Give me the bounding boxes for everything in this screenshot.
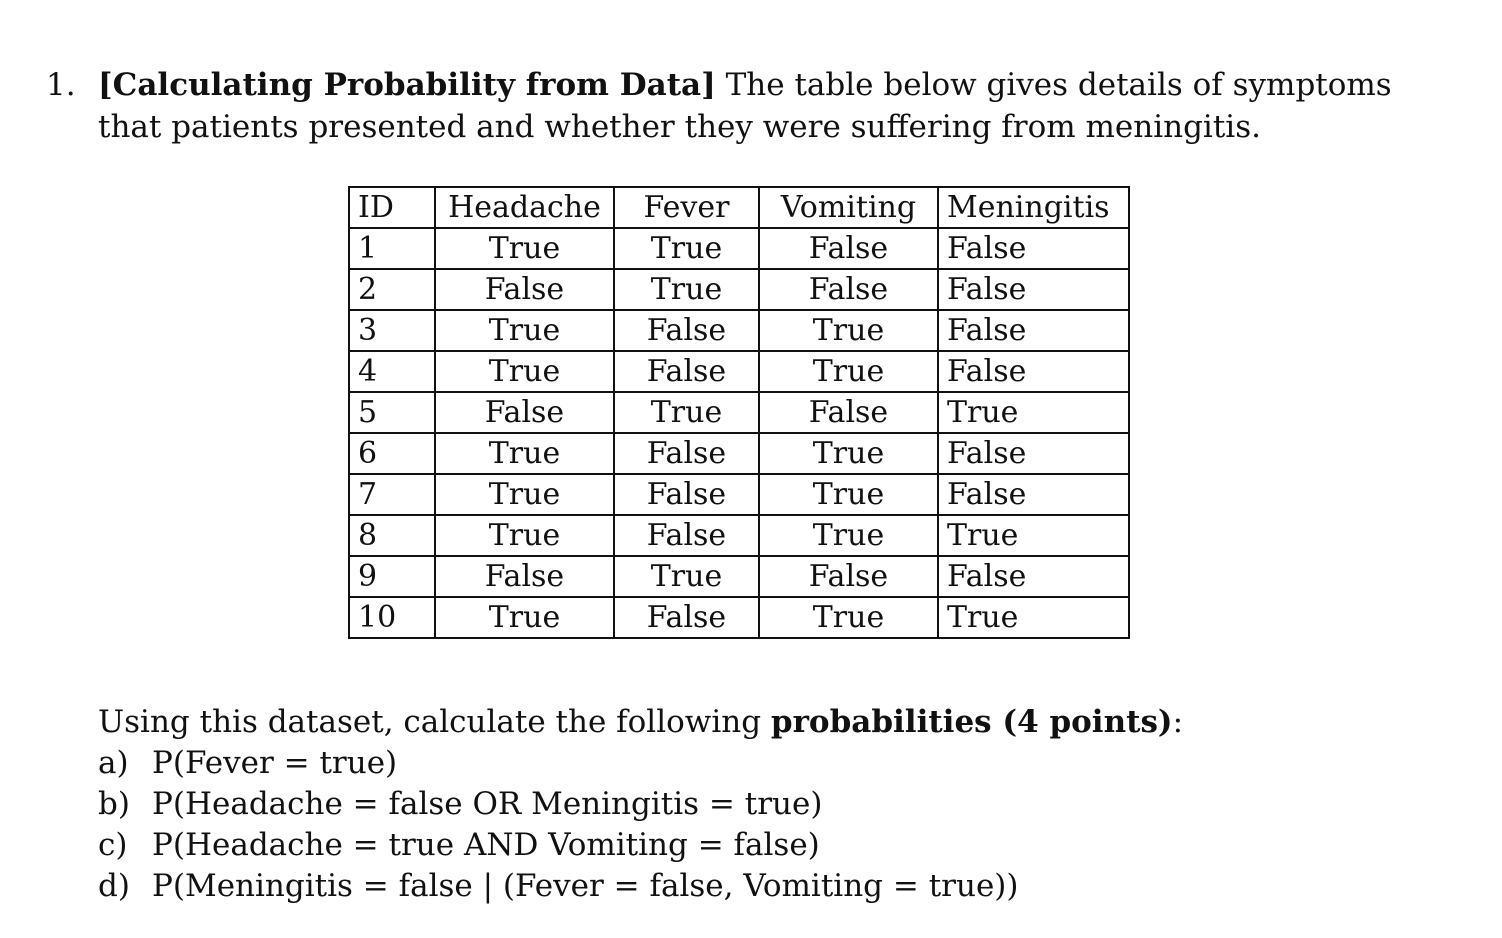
table-row xyxy=(349,474,1129,515)
cell-meningitis: False xyxy=(938,433,1129,474)
header-vomiting: Vomiting xyxy=(759,187,938,228)
header-headache: Headache xyxy=(435,187,614,228)
cell-id: 4 xyxy=(349,351,435,392)
cell-id: 1 xyxy=(349,228,435,269)
cell-vomiting: True xyxy=(759,474,938,515)
subquestion-text: P(Headache = false OR Meningitis = true) xyxy=(152,786,823,822)
cell-vomiting: True xyxy=(759,433,938,474)
instructions-points: probabilities (4 points) xyxy=(770,704,1173,740)
cell-meningitis: True xyxy=(938,392,1129,433)
cell-fever: True xyxy=(614,269,759,310)
instructions-lead: Using this dataset, calculate the following xyxy=(98,704,771,740)
subquestion-item xyxy=(98,825,1398,866)
cell-meningitis: False xyxy=(938,228,1129,269)
table-row xyxy=(349,228,1129,269)
cell-vomiting: False xyxy=(759,228,938,269)
cell-fever: False xyxy=(614,474,759,515)
subquestion-text: P(Fever = true) xyxy=(152,745,398,781)
cell-fever: True xyxy=(614,228,759,269)
cell-headache: True xyxy=(435,310,614,351)
cell-vomiting: False xyxy=(759,392,938,433)
cell-id: 2 xyxy=(349,269,435,310)
symptoms-table xyxy=(348,186,1130,639)
cell-vomiting: True xyxy=(759,351,938,392)
table-row xyxy=(349,515,1129,556)
table-row xyxy=(349,269,1129,310)
table-row xyxy=(349,351,1129,392)
header-fever: Fever xyxy=(614,187,759,228)
subquestion-label: d) xyxy=(98,868,130,904)
cell-vomiting: True xyxy=(759,515,938,556)
subquestion-text: P(Headache = true AND Vomiting = false) xyxy=(152,827,820,863)
subquestion-label: b) xyxy=(98,786,130,822)
subquestion-text: P(Meningitis = false | (Fever = false, Vomiting = true)) xyxy=(152,868,1019,904)
cell-meningitis: False xyxy=(938,474,1129,515)
cell-id: 3 xyxy=(349,310,435,351)
cell-fever: False xyxy=(614,351,759,392)
subquestion-item xyxy=(98,784,1398,825)
table-row xyxy=(349,433,1129,474)
cell-headache: True xyxy=(435,474,614,515)
cell-vomiting: False xyxy=(759,556,938,597)
cell-id: 5 xyxy=(349,392,435,433)
table-row xyxy=(349,556,1129,597)
instructions-trail: : xyxy=(1172,704,1184,740)
cell-fever: True xyxy=(614,392,759,433)
cell-fever: False xyxy=(614,310,759,351)
cell-id: 8 xyxy=(349,515,435,556)
cell-fever: False xyxy=(614,597,759,638)
cell-headache: True xyxy=(435,597,614,638)
cell-vomiting: False xyxy=(759,269,938,310)
cell-meningitis: False xyxy=(938,310,1129,351)
question-number: 1. xyxy=(46,67,76,103)
table-row xyxy=(349,597,1129,638)
cell-headache: False xyxy=(435,392,614,433)
cell-headache: True xyxy=(435,351,614,392)
instructions xyxy=(98,702,1398,743)
cell-headache: True xyxy=(435,228,614,269)
cell-headache: True xyxy=(435,433,614,474)
table-header-row xyxy=(349,187,1129,228)
question-text xyxy=(98,64,1428,148)
subquestion-label: a) xyxy=(98,745,129,781)
cell-meningitis: True xyxy=(938,515,1129,556)
cell-id: 6 xyxy=(349,433,435,474)
table-row xyxy=(349,310,1129,351)
cell-headache: False xyxy=(435,269,614,310)
cell-id: 9 xyxy=(349,556,435,597)
table-body xyxy=(349,228,1129,638)
cell-fever: True xyxy=(614,556,759,597)
cell-meningitis: False xyxy=(938,351,1129,392)
cell-meningitis: False xyxy=(938,556,1129,597)
cell-fever: False xyxy=(614,515,759,556)
cell-vomiting: True xyxy=(759,597,938,638)
cell-id: 10 xyxy=(349,597,435,638)
cell-meningitis: True xyxy=(938,597,1129,638)
cell-meningitis: False xyxy=(938,269,1129,310)
cell-headache: True xyxy=(435,515,614,556)
table-row xyxy=(349,392,1129,433)
subquestion-item xyxy=(98,743,1398,784)
subquestion-label: c) xyxy=(98,827,128,863)
cell-id: 7 xyxy=(349,474,435,515)
cell-fever: False xyxy=(614,433,759,474)
question-body: The table below gives details of symptoms that patients presented and whether they were suffering from meningitis. xyxy=(98,67,1392,145)
cell-headache: False xyxy=(435,556,614,597)
header-meningitis: Meningitis xyxy=(938,187,1129,228)
cell-vomiting: True xyxy=(759,310,938,351)
question-title: [Calculating Probability from Data] xyxy=(98,67,716,103)
subquestion-list xyxy=(98,743,1398,907)
header-id: ID xyxy=(349,187,435,228)
subquestion-item xyxy=(98,866,1398,907)
